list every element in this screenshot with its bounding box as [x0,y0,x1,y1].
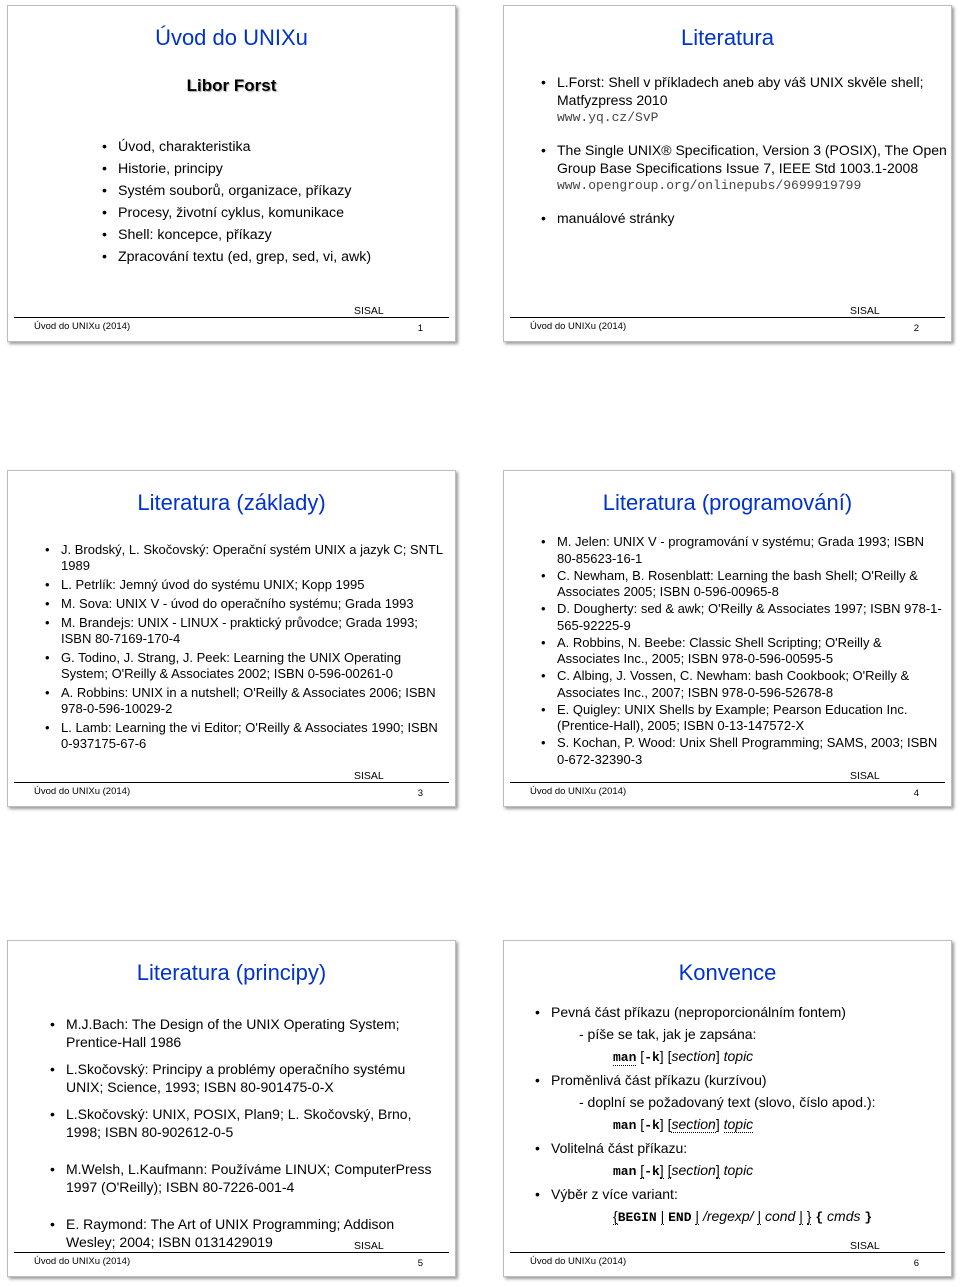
bracket: ] [659,1116,664,1132]
list-item [539,73,951,127]
bracket: [ [667,1048,672,1064]
bracket: ] [659,1048,664,1064]
reference-list [539,534,944,769]
slide-6 [503,940,952,1277]
choice-bar: | [757,1208,762,1224]
brace: { [815,1210,824,1225]
choice-end: END [668,1210,692,1225]
footer-brand: SISAL [354,305,384,317]
list-item: • Shell: koncepce, příkazy [100,224,371,246]
variable-part-desc: - doplní se požadovaný text (slovo, číslo apod.): [579,1094,876,1110]
example-fixed [535,1045,945,1069]
choice-label: • Výběr z více variant: [535,1183,945,1205]
page-number: 2 [913,323,919,334]
variable-part-label: • Proměnlivá část příkazu (kurzívou) [535,1069,945,1091]
slide-4 [503,470,952,807]
brace: } [864,1210,873,1225]
list-item [539,141,951,195]
footer-divider [14,317,449,318]
brace: } [806,1208,812,1224]
cmd-flag: -k [644,1164,660,1179]
slide-footer [8,1236,455,1276]
page-number: 3 [417,788,423,799]
bracket: ] [659,1162,664,1178]
example-optional [535,1159,945,1183]
cmd-flag: -k [644,1050,660,1065]
convention-list [535,1001,945,1229]
choice-regexp: /regexp/ [702,1208,754,1224]
fixed-part-desc: - píše se tak, jak je zapsána: [579,1026,757,1042]
list-item: • Systém souborů, organizace, příkazy [100,180,371,202]
slide-footer [8,766,455,806]
slide-title: Literatura (programování) [602,490,853,515]
list-item: • L.Skočovský: Principy a problémy operačního systému UNIX; Science, 1993; ISBN 80-901475-0-X [48,1061,443,1096]
cmd-flag: -k [644,1118,660,1133]
reference-url[interactable]: www.yq.cz/SvP [557,110,659,125]
list-item: • M. Sova: UNIX V - úvod do operačního systému; Grada 1993 [43,596,443,612]
choice-cond: cond [764,1208,796,1224]
slide-footer [8,301,455,341]
list-item: • L.Skočovský: UNIX, POSIX, Plan9; L. Skočovský, Brno, 1998; ISBN 80-902612-0-5 [48,1106,443,1141]
slide-title: Konvence [678,960,777,985]
bracket: [ [667,1116,672,1132]
list-item: • J. Brodský, L. Skočovský: Operační systém UNIX a jazyk C; SNTL 1989 [43,542,443,574]
cmd-section: section [671,1048,716,1064]
list-item: • A. Robbins, N. Beebe: Classic Shell Scripting; O'Reilly & Associates Inc., 2005; ISBN 978-0-596-00595-5 [539,635,944,668]
list-item: • L. Petrlík: Jemný úvod do systému UNIX; Kopp 1995 [43,577,443,593]
list-item: • Procesy, životní cyklus, komunikace [100,202,371,224]
cmd-man: man [613,1118,637,1133]
slide-footer [504,1236,951,1276]
list-item [539,209,951,227]
bracket: ] [715,1116,720,1132]
footer-brand: SISAL [850,1240,880,1252]
brace: { [613,1208,618,1224]
list-item: • L. Lamb: Learning the vi Editor; O'Reilly & Associates 1990; ISBN 0-937175-67-6 [43,720,443,752]
bracket: ] [715,1048,720,1064]
page-number: 1 [417,323,423,334]
footer-label: Úvod do UNIXu (2014) [530,1256,627,1267]
example-choice [535,1205,945,1229]
page-number: 4 [913,788,919,799]
footer-brand: SISAL [354,770,384,782]
choice-bar: | [695,1208,700,1224]
footer-label: Úvod do UNIXu (2014) [34,1256,131,1267]
bracket: [ [640,1116,645,1132]
footer-label: Úvod do UNIXu (2014) [530,786,627,797]
footer-divider [14,782,449,783]
slide-footer [504,301,951,341]
cmd-section: section [671,1116,716,1132]
bracket: [ [640,1162,645,1178]
optional-part-label: • Volitelná část příkazu: [535,1137,945,1159]
footer-brand: SISAL [850,305,880,317]
footer-divider [14,1252,449,1253]
slide-title: Literatura [681,25,774,50]
reference-text: The Single UNIX® Specification, Version 3 (POSIX), The Open Group Base Specifications Issue 7, IEEE Std 1003.1-2008 [557,142,947,176]
bracket: [ [667,1162,672,1178]
reference-url[interactable]: www.opengroup.org/onlinepubs/9699919799 [557,178,862,193]
footer-label: Úvod do UNIXu (2014) [530,321,627,332]
footer-label: Úvod do UNIXu (2014) [34,321,131,332]
reference-list [48,1016,443,1261]
list-item: • A. Robbins: UNIX in a nutshell; O'Reilly & Associates 2006; ISBN 978-0-596-10029-2 [43,685,443,717]
list-item: • G. Todino, J. Strang, J. Peek: Learning the UNIX Operating System; O'Reilly & Associates 2002; ISBN 0-596-00261-0 [43,650,443,682]
footer-brand: SISAL [850,770,880,782]
cmd-man: man [613,1164,637,1179]
list-item: • E. Quigley: UNIX Shells by Example; Pearson Education Inc. (Prentice-Hall), 2005; ISBN 0-13-147572-X [539,702,944,735]
page-number: 5 [417,1258,423,1269]
cmd-topic: topic [723,1162,754,1178]
footer-brand: SISAL [354,1240,384,1252]
list-item: • D. Dougherty: sed & awk; O'Reilly & Associates 1997; ISBN 978-1-565-92225-9 [539,601,944,634]
list-item: • M. Jelen: UNIX V - programování v systému; Grada 1993; ISBN 80-85623-16-1 [539,534,944,567]
cmd-topic: topic [723,1116,754,1132]
reference-list [539,73,951,241]
slide-title: Literatura (principy) [136,960,327,985]
slide-2 [503,5,952,342]
footer-divider [510,1252,945,1253]
cmd-topic: topic [723,1048,754,1064]
topic-list [100,136,371,268]
slide-1 [7,5,456,342]
slide-footer [504,766,951,806]
slide-title: Úvod do UNIXu [155,25,308,50]
list-item: • C. Albing, J. Vossen, C. Newham: bash Cookbook; O'Reilly & Associates Inc., 2007; ISBN 978-0-596-52678-8 [539,668,944,701]
bracket: [ [640,1048,645,1064]
footer-divider [510,782,945,783]
choice-begin: BEGIN [617,1210,657,1225]
example-variable [535,1113,945,1137]
author-name: Libor Forst [186,76,277,95]
list-item: • C. Newham, B. Rosenblatt: Learning the bash Shell; O'Reilly & Associates 2005; ISBN 0-596-00965-8 [539,568,944,601]
reference-list [43,542,443,755]
list-item: • Historie, principy [100,158,371,180]
footer-divider [510,317,945,318]
reference-text: manuálové stránky [557,210,675,226]
fixed-part-label: • Pevná část příkazu (neproporcionálním fontem) [535,1001,945,1023]
cmd-man: man [613,1050,637,1065]
cmd-section: section [671,1162,716,1178]
choice-cmds: cmds [827,1208,861,1224]
slide-3 [7,470,456,807]
footer-label: Úvod do UNIXu (2014) [34,786,131,797]
choice-bar: | [799,1208,803,1224]
list-item: • S. Kochan, P. Wood: Unix Shell Programming; SAMS, 2003; ISBN 0-672-32390-3 [539,735,944,768]
list-item: • M. Brandejs: UNIX - LINUX - praktický průvodce; Grada 1993; ISBN 80-7169-170-4 [43,615,443,647]
page-number: 6 [913,1258,919,1269]
reference-text: L.Forst: Shell v příkladech aneb aby váš UNIX skvěle shell; Matfyzpress 2010 [557,74,924,108]
bracket: ] [715,1162,720,1178]
list-item: • M.J.Bach: The Design of the UNIX Operating System; Prentice-Hall 1986 [48,1016,443,1051]
choice-bar: | [660,1208,665,1224]
list-item: • Úvod, charakteristika [100,136,371,158]
list-item: • Zpracování textu (ed, grep, sed, vi, awk) [100,246,371,268]
slide-title: Literatura (základy) [137,490,326,515]
list-item: • E. Raymond: The Art of UNIX Programming; Addison Wesley; 2004; ISBN 0131429019 [48,1216,443,1251]
slide-5 [7,940,456,1277]
list-item: • M.Welsh, L.Kaufmann: Používáme LINUX; ComputerPress 1997 (O'Reilly); ISBN 80-7226-001-4 [48,1161,443,1196]
